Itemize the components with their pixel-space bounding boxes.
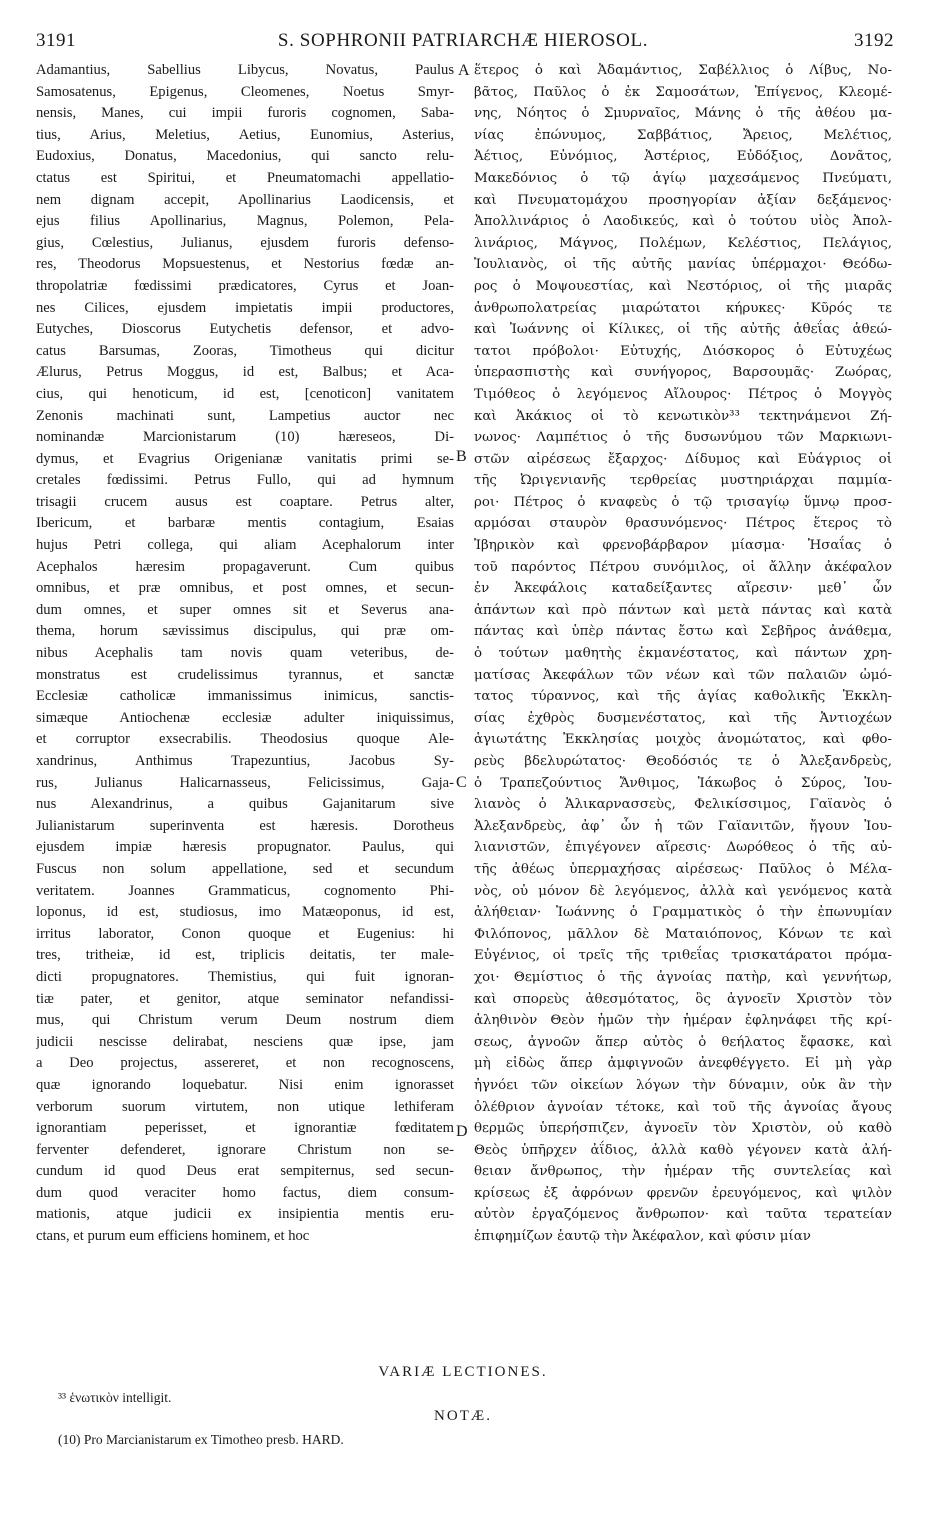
latin-text-line: Eutyches, Dioscorus Eutychetis defensor, et advo- [36,321,454,338]
greek-text-line: βᾶτος, Παῦλος ὁ ἐκ Σαμοσάτων, Ἐπίγενος, Κλεομέ- [474,84,892,100]
latin-text-line: Ælurus, Petrus Moggus, id est, Balbus; et Aca- [36,364,454,381]
latin-text-line: quæ ignorando loquebatur. Nisi enim ignorasset [36,1076,454,1093]
latin-text-line: mationis, atque judicii ex insipientia mentis eru- [36,1206,454,1223]
greek-text-line: Ἀέτιος, Εὐνόμιος, Ἀστέριος, Εὐδόξιος, Δονᾶτος, [474,149,892,165]
greek-text-line: τοῦ παρόντος Πέτρου συνόμιλος, οἱ ἄλλην ἀκέφαλον [474,559,892,575]
greek-text-line: ἁπάντων καὶ πρὸ πάντων καὶ μετὰ πάντας καὶ κατὰ [474,602,892,618]
latin-text-line: dum omnes, et super omnes sit et Severus ana- [36,601,454,618]
greek-text-line: τατος τύραννος, καὶ τῆς ἁγίας καθολικῆς Ἐκκλη- [474,689,892,705]
latin-text-line: verborum suorum virtutem, non utique lethiferam [36,1098,454,1115]
latin-text-line: Julianistarum superinventa est hæresis. Dorotheus [36,817,454,834]
latin-text-line: ferventer defenderet, ignorare Christum non se- [36,1141,454,1158]
latin-text-line: cretales fœdissimi. Petrus Fullo, qui ad hymnum [36,472,454,489]
latin-text-line: ejusdem impiæ hæresis propugnator. Paulus, qui [36,839,454,856]
greek-text-line: ὁ Τραπεζούντιος Ἄνθιμος, Ἰάκωβος ὁ Σύρος, Ἰου- [474,775,892,791]
latin-text-line: Ibericum, et barbaræ mentis contagium, Esaias [36,515,454,532]
latin-text-line: dymus, et Evagrius Origenianæ vanitatis primi se- [36,450,454,467]
latin-text-line: ctans, et purum eum efficiens hominem, et hoc [36,1228,310,1245]
greek-text-line: πάντας καὶ ὑπὲρ πάντας ἔστω καὶ Σεβῆρος ἀνάθεμα, [474,624,892,640]
greek-text-line: μὴ εἰδὼς ἅπερ ἀμφιγνοῶν ἀνεφθέγγετο. Εἰ μὴ γὰρ [474,1056,892,1072]
latin-text-line: omnibus, et præ omnibus, et post omnes, et secun- [36,580,454,597]
greek-text-line: ἀνθρωπολατρείας μιαρώτατοι κήρυκες· Κῦρός τε [474,300,892,316]
page-number-left: 3191 [36,30,76,51]
latin-text-line: Eudoxius, Donatus, Macedonius, qui sancto relu- [36,148,454,165]
greek-text-line: τῆς ἀθέως ὑπερμαχήσας αἱρέσεως· Παῦλος ὁ Μέλα- [474,861,892,877]
greek-text-line: ἁγιωτάτης Ἐκκλησίας μοιχὸς ἀνομώτατος, καὶ φθο- [474,732,892,748]
latin-text-line: ignorantiam peperisset, et ignorantiæ fœditatem [36,1120,454,1137]
greek-text-line: Θεὸς ὑπῆρχεν ἀΐδιος, ἀλλὰ καθὸ γέγονεν κατὰ ἀλή- [474,1142,892,1158]
latin-text-line: Zenonis machinati sunt, Lampetius auctor nec [36,407,454,424]
page-number-right: 3192 [854,30,894,51]
latin-text-line: thropolatriæ fœdissimi prædicatores, Cyrus et Joan- [36,277,454,294]
greek-text-line: νίας ἐπώνυμος, Σαββάτιος, Ἄρειος, Μελέτιος, [474,127,892,143]
greek-text-line: αρμόσαι σταυρὸν θρασυνόμενος· Πέτρος ἕτερος τὸ [474,516,892,532]
latin-text-line: simæque Antiochenæ ecclesiæ adulter iniquissimus, [36,709,454,726]
greek-text-line: Ἀλεξανδρεὺς, ἀφ᾽ ὧν ἡ τῶν Γαϊανιτῶν, ἤγουν Ἰου- [474,818,892,834]
latin-text-line: Ecclesiæ catholicæ immanissimus inimicus, sanctis- [36,688,454,705]
greek-text-line: Φιλόπονος, μᾶλλον δὲ Ματαιόπονος, Κόνων τε καὶ [474,926,892,942]
greek-text-line: σεως, ἀγνοῶν ἅπερ αὐτὸς ὁ θεήλατος ἔφασκε, καὶ [474,1034,892,1050]
margin-marker-a: A [458,62,470,79]
latin-text-line: nibus Acephalis tam novis quam veteribus, de- [36,645,454,662]
editorial-note: (10) Pro Marcianistarum ex Timotheo presb. HARD. [58,1432,344,1447]
latin-text-line: tiæ pater, et genitor, atque seminator nefandissi- [36,990,454,1007]
greek-text-line: καὶ σπορεὺς ἀθεσμότατος, ὃς ἀγνοεῖν Χριστὸν τὸν [474,991,892,1007]
latin-text-line: dicti propugnatores. Themistius, qui fuit ignoran- [36,968,454,985]
greek-text-line: ὁ τούτων μαθητὴς ἐκμανέστατος, καὶ πάντων χρη- [474,646,892,662]
latin-text-line: Adamantius, Sabellius Libycus, Novatus, Paulus [36,62,454,78]
latin-text-line: ctatus est Spiritui, et Pneumatomachi appellatio- [36,169,454,186]
greek-text-line: ματίσας Ἀκεφάλων τῶν νέων καὶ τῶν παλαιῶν ὠμό- [474,667,892,683]
greek-text-line: νης, Νόητος ὁ Σμυρναῖος, Μάνης ὁ τῆς ἀθέου μα- [474,106,892,122]
running-title: S. SOPHRONII PATRIARCHÆ HIEROSOL. [277,30,649,51]
greek-text-line: ροι· Πέτρος ὁ κναφεὺς ὁ τῷ τρισαγίῳ ὕμνῳ προσ- [474,494,892,510]
greek-text-line: Μακεδόνιος ὁ τῷ ἁγίῳ μαχεσάμενος Πνεύματι, [474,170,892,186]
latin-text-line: loponus, id est, studiosus, imo Matæoponus, id est, [36,904,454,921]
greek-text-line: τατοι πρόβολοι· Εὐτυχής, Διόσκορος ὁ Εὐτυχέως [474,343,892,359]
greek-text-line: Ἀπολλινάριος ὁ Λαοδικεύς, καὶ ὁ τούτου υἱὸς Ἀπολ- [474,214,892,230]
latin-text-line: trisagii crucem ausus est coaptare. Petrus alter, [36,493,454,510]
latin-text-line: cundum id quod Deus erat sempiternus, sed secun- [36,1163,454,1180]
latin-text-line: nensis, Manes, cui impii furoris cognomen, Saba- [36,105,454,122]
page-header [0,0,926,56]
greek-text-line: λιανιστῶν, ἐπιγέγονεν αἵρεσις· Δωρόθεος ὁ τῆς αὐ- [474,840,892,856]
greek-text-line: λιανὸς ὁ Ἁλικαρνασσεὺς, Φελικίσσιμος, Γαϊανὸς ὁ [474,797,892,813]
greek-text-line: ρεὺς βδελυρώτατος· Θεοδόσιός τε ὁ Ἀλεξανδρεὺς, [474,754,892,769]
latin-text-line: tres, tritheiæ, id est, triplicis deitatis, ter male- [36,947,454,964]
greek-text-line: σίας ἐχθρὸς δυσμενέστατος, καὶ τῆς Ἀντιοχέων [474,710,892,726]
latin-text-line: xandrinus, Anthimus Trapezuntius, Jacobus Sy- [36,753,454,769]
latin-text-line: cius, qui henoticum, id est, [cenoticon] vanitatem [36,385,454,402]
greek-text-line: λινάριος, Μάγνος, Πολέμων, Κελέστιος, Πελάγιος, [474,235,892,251]
greek-text-line: χοι· Θεμίστιος ὁ τῆς ἀγνοίας πατὴρ, καὶ γεννήτωρ, [474,969,892,985]
greek-text-line: αὐτὸν ἐργαζόμενος ἄνθρωπον· καὶ ταῦτα τερατείαν [474,1207,892,1223]
latin-text-line: gius, Cœlestius, Julianus, ejusdem furoris defenso- [36,234,454,251]
latin-text-line: rus, Julianus Halicarnasseus, Felicissimus, Gaja- [36,774,454,791]
greek-text-line: Εὐγένιος, οἱ τρεῖς τῆς τριθεΐας τρισκατάρατοι πρόμα- [474,948,892,964]
latin-column [36,60,454,1248]
greek-text-line: Τιμόθεος ὁ λεγόμενος Αἴλουρος· Πέτρος ὁ Μογγὸς [474,386,892,402]
greek-text-line: Ἰβηρικὸν καὶ φρενοβάρβαρον μίασμα· Ἠσαΐας ὁ [474,538,892,554]
latin-text-line: judicii nescisse delirabat, nesciens quæ ipse, jam [36,1033,454,1050]
latin-text-line: ejus filius Apollinarius, Magnus, Polemon, Pela- [36,213,454,230]
greek-text-line: Ἰουλιανὸς, οἱ τῆς αὐτῆς μανίας ὑπέρμαχοι· Θεόδω- [474,257,892,273]
latin-text-line: dum quod veraciter homo factus, diem consum- [36,1184,454,1201]
latin-text-line: Fuscus non solum appellatione, sed et secundum [36,860,454,877]
latin-text-line: nes Cilices, ejusdem impietatis impii productores, [36,299,454,316]
latin-text-line: a Deo projectus, assereret, et non recognoscens, [36,1055,454,1072]
variant-reading-note: ³³ ἑνωτικὸν intelligit. [58,1390,172,1405]
greek-text-line: ρος ὁ Μοψουεστίας, καὶ Νεστόριος, οἱ τῆς μιαρᾶς [474,278,892,294]
latin-text-line: thema, horum sævissimus discipulus, qui præ om- [36,623,454,640]
greek-text-line: ὀλέθριον ἀγνοίαν τέτοκε, καὶ τοῦ τῆς ἀγνοίας ἄγους [474,1099,892,1115]
greek-text-line: ἐν Ἀκεφάλοις καταδείξαντες αἵρεσιν· μεθ᾽ ὧν [474,581,892,597]
latin-text-line: monstratus est crudelissimus tyrannus, et sanctæ [36,666,454,683]
margin-marker-b: B [456,448,467,465]
variae-lectiones-heading: VARIÆ LECTIONES. [378,1364,548,1380]
greek-text-line: ἠγνόει τῶν οἰκείων λόγων τὴν δύναμιν, οὐκ ἂν τὴν [474,1077,892,1093]
greek-text-line: ἕτερος ὁ καὶ Ἀδαμάντιος, Σαβέλλιος ὁ Λίβυς, Νο- [474,63,892,78]
latin-text-line: nus Alexandrinus, a quibus Gajanitarum sive [36,796,454,813]
margin-marker-c: C [456,774,467,791]
latin-text-line: Samosatenus, Epigenus, Cleomenes, Noetus Smyr- [36,83,454,100]
greek-text-line: ἀληθινὸν Θεὸν ἡμῶν τὴν ἡμέραν ἐφληνάφει τῆς κρί- [474,1013,892,1029]
margin-marker-d: D [456,1123,468,1140]
greek-text-line: νωνος· Λαμπέτιος ὁ τῆς δυσωνύμου τῶν Μαρκιωνι- [474,430,892,446]
latin-text-line: mus, qui Christum verum Deum nostrum diem [36,1012,454,1029]
greek-text-line: θερμῶς ὑπερήσπιζεν, ἀγνοεῖν τὸν Χριστὸν, οὐ καθὸ [474,1121,892,1137]
notae-heading: NOTÆ. [434,1408,492,1424]
latin-text-line: Acephalos hæresim propagaverunt. Cum quibus [36,558,454,575]
greek-text-line: στῶν αἱρέσεως ἔξαρχος· Δίδυμος καὶ Εὐάγριος οἱ [474,451,892,467]
latin-text-line: et corruptor exsecrabilis. Theodosius quoque Ale- [36,731,454,748]
greek-text-line: καὶ Πνευματομάχου προσηγορίαν ἀξίαν δεξάμενος· [474,192,892,208]
latin-text-line: nem dignam accepit, Apollinarius Laodicensis, et [36,191,454,208]
latin-text-line: nominandæ Marcionistarum (10) hæreseos, Di- [36,429,454,446]
greek-text-line: θειαν ἄνθρωπος, τὴν ἡμέραν τῆς συντελείας καὶ [474,1164,892,1180]
greek-column [474,60,892,1248]
latin-text-line: veritatem. Joannes Grammaticus, cognomento Phi- [36,882,454,899]
greek-text-line: καὶ Ἰωάννης οἱ Κίλικες, οἱ τῆς αὐτῆς ἀθεΐας ἀθεώ- [474,322,892,338]
greek-text-line: καὶ Ἀκάκιος οἱ τὸ κενωτικὸν³³ τεκτηνάμενοι Ζή- [474,408,892,424]
greek-text-line: ὑπερασπιστὴς καὶ συνήγορος, Βαρσουμᾶς· Ζωόρας, [474,365,892,381]
latin-text-line: hujus Petri collega, qui aliam Acephalorum inter [36,537,454,554]
greek-text-line: τῆς Ὠριγενιανῆς τερθρείας μυστηριάρχαι παμμία- [474,473,892,489]
greek-text-line: ἐπιφημίζων ἑαυτῷ τὴν Ἀκέφαλον, καὶ φύσιν μίαν [474,1229,811,1245]
latin-text-line: catus Barsumas, Zooras, Timotheus qui dicitur [36,342,454,359]
latin-text-line: res, Theodorus Mopsuestenus, et Nestorius fœdæ an- [36,256,454,273]
greek-text-line: ἀλήθειαν· Ἰωάννης ὁ Γραμματικὸς ὁ τὴν ἐπωνυμίαν [474,905,892,921]
greek-text-line: νὸς, οὐ μόνον δὲ λεγόμενος, ἀλλὰ καὶ γενόμενος κατὰ [474,883,892,899]
latin-text-line: irritus laborator, Conon quoque et Eugenius: hi [36,925,454,942]
greek-text-line: κρίσεως ἐξ ἀφρόνων φρενῶν ἐρευγόμενος, καὶ ψιλὸν [474,1185,892,1201]
latin-text-line: tius, Arius, Meletius, Aetius, Eunomius, Asterius, [36,126,454,143]
